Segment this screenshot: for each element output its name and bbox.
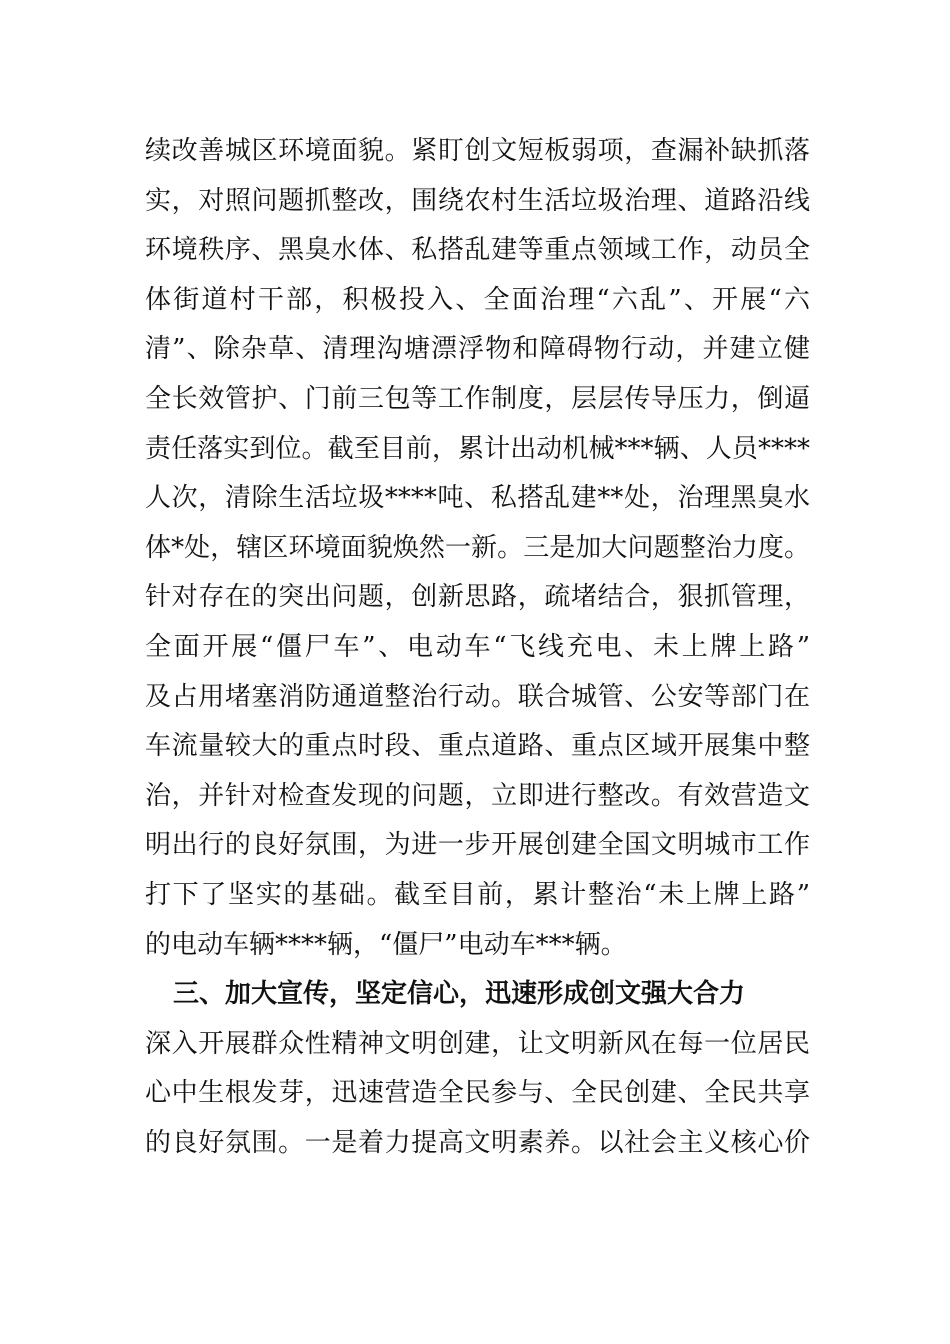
text-line: 实，对照问题抓整改，围绕农村生活垃圾治理、道路沿线 [145,185,810,216]
text-line: 人次，清除生活垃圾****吨、私搭乱建**处，治理黑臭水 [145,483,810,514]
paragraph-section-three [145,1020,810,1169]
text-line: 针对存在的突出问题，创新思路，疏堵结合，狠抓管理， [145,582,810,613]
text-line: 明出行的良好氛围，为进一步开展创建全国文明城市工作 [145,830,810,861]
text-line: 治，并针对检查发现的问题，立即进行整改。有效营造文 [145,780,810,811]
text-line: 及占用堵塞消防通道整治行动。联合城管、公安等部门在 [145,681,810,712]
text-line: 环境秩序、黑臭水体、私搭乱建等重点领域工作，动员全 [145,235,810,266]
text-line: 体街道村干部，积极投入、全面治理“六乱”、开展“六 [145,284,810,315]
text-line: 深入开展群众性精神文明创建，让文明新风在每一位居民 [145,1028,810,1059]
text-line: 清”、除杂草、清理沟塘漂浮物和障碍物行动，并建立健 [145,334,810,365]
text-line: 的良好氛围。一是着力提高文明素养。以社会主义核心价 [145,1127,810,1158]
text-line: 全面开展“僵尸车”、电动车“飞线充电、未上牌上路” [145,631,810,662]
text-line: 续改善城区环境面貌。紧盯创文短板弱项，查漏补缺抓落 [145,136,810,166]
document-body [145,127,810,1168]
text-line: 心中生根发芽，迅速营造全民参与、全民创建、全民共享 [145,1078,810,1109]
paragraph-continuation [145,127,810,970]
text-line: 体*处，辖区环境面貌焕然一新。三是加大问题整治力度。 [145,532,810,563]
text-line: 打下了坚实的基础。截至目前，累计整治“未上牌上路” [145,879,810,910]
section-heading: 三、加大宣传，坚定信心，迅速形成创文强大合力 [173,979,746,1010]
text-line: 的电动车辆****辆，“僵尸”电动车***辆。 [145,929,627,960]
text-line: 责任落实到位。截至目前，累计出动机械***辆、人员**** [145,433,810,464]
text-line: 车流量较大的重点时段、重点道路、重点区域开展集中整 [145,731,810,762]
text-line: 全长效管护、门前三包等工作制度，层层传导压力，倒逼 [145,383,810,414]
